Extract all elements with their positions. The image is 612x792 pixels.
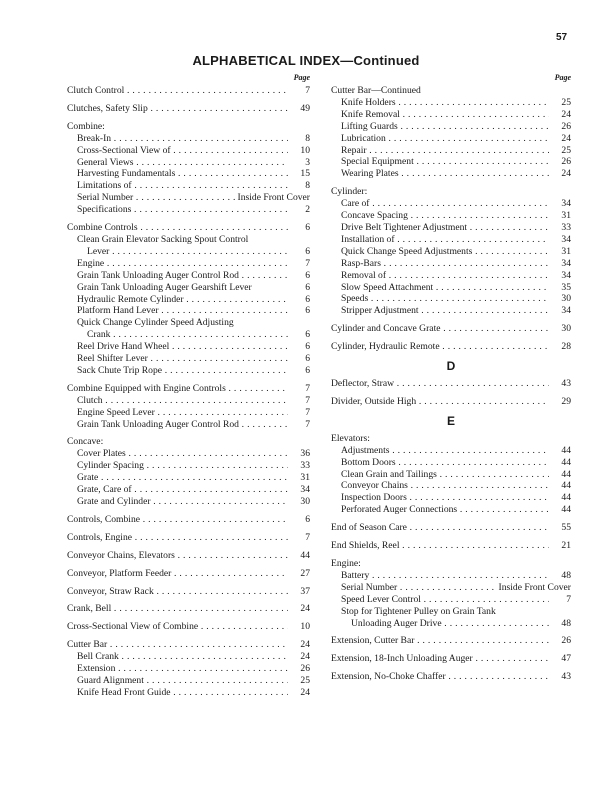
index-entry-label: Conveyor, Platform Feeder . . . [67, 568, 288, 580]
index-entry-page: 49 [300, 102, 310, 114]
index-entry [67, 180, 310, 192]
index-entry [331, 145, 571, 157]
index-entry [331, 234, 571, 246]
index-entry-label: Conveyor, Straw Rack . . . [67, 586, 288, 598]
index-entry-label: Grain Tank Unloading Auger Control Rod . . . [67, 270, 288, 282]
index-entry-label: Grain Tank Unloading Auger Control Rod . . . [67, 419, 288, 431]
index-entry-label: Engine . . . [67, 258, 288, 270]
index-entry [67, 103, 310, 115]
index-entry [67, 395, 310, 407]
index-entry [331, 168, 571, 180]
index-entry-page: 6 [305, 329, 310, 341]
index-entry-page: 34 [300, 484, 310, 496]
index-entry-page: 3 [305, 156, 310, 168]
section-letter: D [446, 359, 456, 374]
index-column-right [331, 73, 571, 683]
index-entry [331, 594, 571, 606]
index-entry [331, 85, 571, 97]
index-entry-label: Sack Chute Trip Rope . . . [67, 365, 288, 377]
index-entry-page: 7 [566, 593, 571, 605]
index-entry [331, 445, 571, 457]
index-entry-page: 2 [305, 204, 310, 216]
index-entry [331, 109, 571, 121]
page-column-header: Page [554, 73, 571, 82]
index-entry-page: 34 [561, 269, 571, 281]
index-column-left [67, 73, 310, 699]
index-entry [67, 85, 310, 97]
index-entry-label: Knife Head Front Guide . . . [67, 687, 288, 699]
index-entry-page: 30 [300, 496, 310, 507]
index-entry-label: Clean Grain Elevator Sacking Spout Control [77, 233, 249, 245]
index-entry-label: Inspection Doors . . . [331, 492, 549, 504]
index-entry-label: Serial Number . . . [67, 192, 236, 204]
index-entry-page: 6 [305, 513, 310, 525]
index-entry-label: Clutches, Safety Slip . . . [67, 103, 288, 115]
index-entry-page: 27 [300, 567, 310, 579]
index-entry-label: Grate, Care of . . . [67, 484, 288, 496]
index-entry-label: Controls, Engine . . . [67, 532, 288, 544]
index-entry-label: Engine Speed Lever . . . [67, 407, 288, 419]
index-entry-label: Reel Shifter Lever . . . [67, 353, 288, 365]
index-entry-label: Cutter Bar—Continued [331, 85, 421, 96]
index-entry [331, 653, 571, 665]
index-entry [331, 323, 571, 335]
index-entry [67, 282, 310, 294]
index-entry-label: Special Equipment . . . [331, 156, 549, 168]
index-entry-page: 31 [561, 210, 571, 222]
index-entry-label: Conveyor Chains . . . [331, 480, 549, 492]
index-entry-page: 35 [561, 281, 571, 293]
index-entry-label: Concave Spacing . . . [331, 210, 549, 222]
index-entry-label: Cylinder: [331, 186, 368, 198]
index-entry-page: 31 [561, 245, 571, 257]
index-entry-page: 48 [561, 569, 571, 581]
index-entry-page: Inside Front Cover [498, 581, 571, 593]
index-entry [67, 234, 310, 246]
index-entry [67, 204, 310, 216]
index-entry [67, 270, 310, 282]
index-entry-label: Cylinder Spacing . . . [67, 460, 288, 472]
index-entry [331, 492, 571, 504]
index-entry-page: 44 [561, 504, 571, 516]
index-entry [67, 460, 310, 472]
index-entry-page: 25 [561, 144, 571, 156]
index-entry-label: Knife Removal . . . [331, 109, 549, 121]
index-entry-page: 26 [561, 120, 571, 132]
index-entry-page: 37 [300, 585, 310, 597]
index-entry-page: 6 [305, 269, 310, 281]
index-entry [331, 305, 571, 317]
index-entry-page: 24 [300, 639, 310, 651]
index-entry-page: 30 [561, 293, 571, 305]
index-entry [67, 168, 310, 180]
index-entry [331, 433, 571, 445]
index-entry-page: 25 [561, 96, 571, 108]
index-entry-label: Knife Holders . . . [331, 97, 549, 109]
index-entry-label: Cover Plates . . . [67, 448, 288, 460]
index-entry-page: 44 [561, 444, 571, 456]
index-entry-label: Speeds . . . [331, 293, 549, 305]
index-entry-page: 24 [300, 651, 310, 663]
index-entry [67, 514, 310, 526]
index-entry [331, 186, 571, 198]
index-entry-label: Break-In . . . [67, 133, 288, 145]
index-entry-label: Extension, Cutter Bar . . . [331, 635, 549, 647]
index-entry [67, 341, 310, 353]
index-entry-label: Stripper Adjustment . . . [331, 305, 549, 317]
index-entry [67, 484, 310, 496]
index-entry-page: 43 [561, 671, 571, 683]
index-entry [331, 522, 571, 534]
index-entry-page: 7 [305, 382, 310, 394]
index-entry-page: 44 [561, 468, 571, 480]
index-entry [331, 198, 571, 210]
index-entry-label: Clutch Control . . . [67, 85, 288, 97]
index-entry-page: 7 [305, 406, 310, 418]
index-entry-page: 36 [300, 448, 310, 460]
index-entry-label: Cross-Sectional View of Combine . . . [67, 621, 288, 633]
index-entry-page: 6 [305, 222, 310, 234]
index-entry-label: Clutch . . . [67, 395, 288, 407]
index-entry-label: Cross-Sectional View of . . . [67, 145, 288, 157]
index-entry-label: Quick Change Speed Adjustments . . . [331, 246, 549, 258]
index-entry [67, 305, 310, 317]
index-entry [331, 540, 571, 552]
index-entry-label: Grate . . . [67, 472, 288, 484]
index-entry-label: Stop for Tightener Pulley on Grain Tank [341, 605, 496, 617]
index-entry-label: Platform Hand Lever . . . [67, 305, 288, 317]
index-entry-page: 48 [561, 617, 571, 629]
index-entry [67, 246, 310, 258]
index-entry-page: Inside Front Cover [237, 192, 310, 204]
index-entry [331, 258, 571, 270]
index-entry-label: Speed Lever Control . . . [331, 594, 549, 606]
index-entry-label: Cutter Bar . . . [67, 639, 288, 651]
index-entry [331, 270, 571, 282]
index-entry-page: 10 [300, 144, 310, 156]
index-entry-page: 8 [305, 132, 310, 144]
index-entry [331, 282, 571, 294]
index-entry-label: Controls, Combine . . . [67, 514, 288, 526]
index-entry-page: 44 [561, 480, 571, 492]
index-entry-label: General Views . . . [67, 157, 288, 169]
index-entry-page: 55 [561, 522, 571, 534]
index-entry [67, 651, 310, 663]
index-entry-label: Extension, No-Choke Chaffer . . . [331, 671, 549, 683]
index-entry-page: 8 [305, 180, 310, 192]
index-entry-page: 6 [305, 353, 310, 365]
index-entry-page: 6 [305, 305, 310, 317]
index-entry-page: 30 [561, 323, 571, 335]
index-entry [67, 419, 310, 431]
index-entry [67, 222, 310, 234]
index-entry [67, 121, 310, 133]
index-entry-label: Wearing Plates . . . [331, 168, 549, 180]
index-entry-page: 6 [305, 281, 310, 293]
index-entry [331, 469, 571, 481]
index-entry [331, 97, 571, 109]
index-entry [67, 663, 310, 675]
index-entry [331, 457, 571, 469]
index-entry-page: 24 [300, 686, 310, 698]
index-entry-label: Concave: [67, 436, 104, 448]
index-entry-page: 43 [561, 378, 571, 390]
index-entry [331, 635, 571, 647]
index-entry-page: 24 [561, 168, 571, 180]
index-entry-page: 34 [561, 233, 571, 245]
index-entry [67, 621, 310, 633]
index-entry-label: Extension, 18-Inch Unloading Auger . . . [331, 653, 549, 665]
page-number: 57 [556, 32, 568, 43]
index-entry [67, 133, 310, 145]
index-entry-page: 33 [561, 221, 571, 233]
index-entry-label: Bottom Doors . . . [331, 457, 549, 469]
index-entry-label: Installation of . . . [331, 234, 549, 246]
index-entry [67, 603, 310, 615]
index-entry-page: 44 [300, 549, 310, 561]
index-entry-label: Repair . . . [331, 145, 549, 157]
index-entry [67, 496, 310, 508]
index-entry [67, 550, 310, 562]
index-entry-page: 7 [305, 85, 310, 96]
index-entry-label: Hydraulic Remote Cylinder . . . [67, 294, 288, 306]
index-entry-label: Drive Belt Tightener Adjustment . . . [331, 222, 549, 234]
index-entry-label: Lubrication . . . [331, 133, 549, 145]
index-entry [67, 353, 310, 365]
index-entry-label: Engine: [331, 558, 361, 569]
index-entry-label: Reel Drive Hand Wheel . . . [67, 341, 288, 353]
index-entry [67, 329, 310, 341]
index-entry [67, 365, 310, 377]
index-entry [331, 341, 571, 353]
index-entry [331, 570, 571, 582]
index-entry-label: Serial Number . . . [331, 582, 497, 594]
index-entry [67, 317, 310, 329]
index-entry [331, 558, 571, 570]
index-entry [67, 157, 310, 169]
section-letter: E [446, 413, 455, 428]
index-entry-page: 24 [300, 603, 310, 615]
index-entry-label: Unloading Auger Drive . . . [331, 618, 549, 630]
index-entry-label: Quick Change Cylinder Speed Adjusting [77, 317, 234, 329]
index-entry [331, 480, 571, 492]
index-entry-label: Combine Controls . . . [67, 222, 288, 234]
index-entry [67, 586, 310, 598]
index-entry-label: Battery . . . [331, 570, 549, 582]
index-entry [331, 671, 571, 683]
index-entry [331, 618, 571, 630]
index-entry-label: Cylinder, Hydraulic Remote . . . [331, 341, 549, 353]
index-entry-page: 26 [561, 635, 571, 647]
index-entry-label: Removal of . . . [331, 270, 549, 282]
index-entry [331, 504, 571, 516]
index-entry-page: 44 [561, 492, 571, 504]
index-entry-label: Crank, Bell . . . [67, 603, 288, 615]
index-entry-label: Perforated Auger Connections . . . [331, 504, 549, 516]
index-entry [331, 396, 571, 408]
index-entry [331, 156, 571, 168]
index-entry-label: Combine: [67, 120, 105, 132]
index-entry-page: 29 [561, 395, 571, 407]
index-entry-page: 6 [305, 293, 310, 305]
index-entry [331, 378, 571, 390]
index-entry-page: 26 [300, 663, 310, 675]
index-entry [331, 210, 571, 222]
index-entry [67, 407, 310, 419]
index-entry-page: 47 [561, 653, 571, 665]
index-entry-page: 10 [300, 621, 310, 633]
index-entry-label: End Shields, Reel . . . [331, 540, 549, 552]
index-entry-label: Combine Equipped with Engine Controls . . . [67, 383, 288, 395]
index-entry [67, 568, 310, 580]
index-entry-page: 24 [561, 132, 571, 144]
index-entry [67, 675, 310, 687]
index-entry [67, 436, 310, 448]
index-entry-page: 15 [300, 168, 310, 180]
index-entry-label: End of Season Care . . . [331, 522, 549, 534]
index-entry [67, 294, 310, 306]
index-entry [67, 192, 310, 204]
index-entry-page: 7 [305, 257, 310, 269]
index-entry [331, 582, 571, 594]
index-entry [67, 258, 310, 270]
index-entry [67, 383, 310, 395]
index-entry [67, 532, 310, 544]
index-entry [331, 133, 571, 145]
index-entry-label: Rasp-Bars . . . [331, 258, 549, 270]
index-entry-label: Care of . . . [331, 198, 549, 210]
index-entry-label: Bell Crank . . . [67, 651, 288, 663]
index-entry-label: Grate and Cylinder . . . [67, 496, 288, 508]
page-title: ALPHABETICAL INDEX—Continued [192, 53, 420, 68]
index-entry-label: Deflector, Straw . . . [331, 378, 549, 390]
index-entry-page: 34 [561, 305, 571, 317]
index-entry [331, 246, 571, 258]
index-entry-page: 6 [305, 364, 310, 376]
index-entry [67, 687, 310, 699]
index-entry-page: 44 [561, 456, 571, 468]
index-entry-label: Slow Speed Attachment . . . [331, 282, 549, 294]
index-entry-label: Adjustments . . . [331, 445, 549, 457]
index-entry-page: 6 [305, 245, 310, 257]
index-entry-page: 24 [561, 108, 571, 120]
index-entry-label: Crank . . . [67, 329, 288, 341]
index-entry-page: 28 [561, 341, 571, 353]
index-entry [331, 121, 571, 133]
index-entry-page: 26 [561, 156, 571, 168]
index-entry [67, 472, 310, 484]
index-entry-label: Guard Alignment . . . [67, 675, 288, 687]
index-entry-page: 25 [300, 674, 310, 686]
index-entry-page: 33 [300, 460, 310, 472]
index-entry-label: Harvesting Fundamentals . . . [67, 168, 288, 180]
index-entry-label: Cylinder and Concave Grate . . . [331, 323, 549, 335]
index-entry-label: Specifications . . . [67, 204, 288, 216]
index-entry [67, 145, 310, 157]
index-entry-page: 7 [305, 394, 310, 406]
index-entry-label: Elevators: [331, 432, 370, 444]
index-entry-page: 6 [305, 341, 310, 353]
index-entry-page: 34 [561, 198, 571, 210]
index-entry-label: Clean Grain and Tailings . . . [331, 469, 549, 481]
index-entry [331, 606, 571, 618]
index-entry-page: 21 [561, 540, 571, 552]
index-entry-label: Grain Tank Unloading Auger Gearshift Lever [77, 281, 252, 293]
index-entry [331, 293, 571, 305]
index-entry-label: Extension . . . [67, 663, 288, 675]
index-entry-label: Divider, Outside High . . . [331, 396, 549, 408]
index-entry-label: Lever . . . [67, 246, 288, 258]
index-entry-page: 34 [561, 257, 571, 269]
index-entry-page: 7 [305, 418, 310, 430]
index-entry [67, 639, 310, 651]
index-entry-label: Lifting Guards . . . [331, 121, 549, 133]
index-entry [331, 222, 571, 234]
index-entry-label: Conveyor Chains, Elevators . . . [67, 550, 288, 562]
index-entry-page: 31 [300, 472, 310, 484]
index-entry-label: Limitations of . . . [67, 180, 288, 192]
page-column-header: Page [293, 73, 310, 82]
index-entry [67, 448, 310, 460]
index-entry-page: 7 [305, 531, 310, 543]
